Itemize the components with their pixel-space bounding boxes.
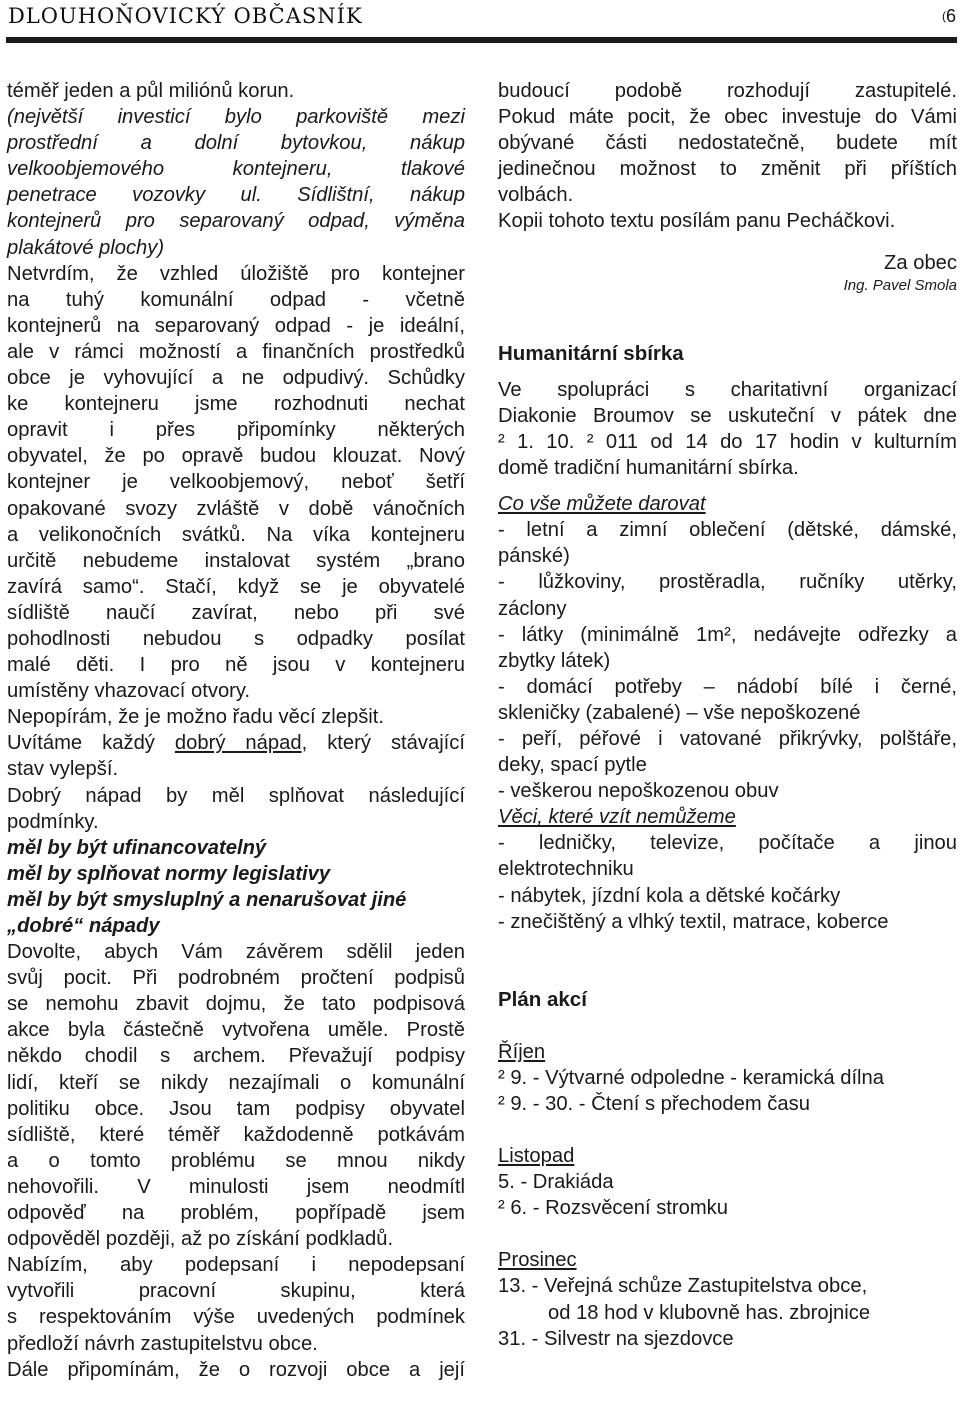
text-line: nehovořili. V minulosti jsem neodmítl [7,1175,465,1198]
page-header [6,0,956,38]
november-heading: Listopad [498,1145,575,1168]
event-item: 13. - Veřejná schůze Zastupitelstva obce, [498,1275,868,1298]
text-line: penetrace vozovky ul. Sídlištní, nákup [7,184,465,207]
text-span: Uvítáme každý [7,732,175,755]
text-line: lidí, kteří se nikdy nezajímali o komunální [7,1071,465,1094]
text-line: předloží návrh zastupitelstvu obce. [7,1332,318,1355]
december-heading: Prosinec [498,1249,577,1272]
text-line: malé děti. I pro ně jsou v kontejneru [7,654,465,677]
text-line: pohodlnosti nebudou s odpadky posílat [7,627,465,650]
right-column [498,78,957,1352]
text-line: a o tomto problému se mnou nikdy [7,1149,465,1172]
plan-heading: Plán akcí [498,987,587,1011]
signature-line: Za obec [884,251,957,274]
nontake-item: - znečištěný a vlhký textil, matrace, koberce [498,910,889,933]
condition-item: měl by splňovat normy legislativy [7,862,331,885]
text-line: Netvrdím, že vzhled úložiště pro kontejner [7,262,465,285]
event-item: 31. - Silvestr na sjezdovce [498,1327,734,1350]
nontake-heading: Věci, které vzít nemůžeme [498,806,736,829]
text-line: někdo chodil s archem. Převažují podpisy [7,1045,465,1068]
page-number-paren: ( [941,9,946,23]
text-line: téměř jeden a půl miliónů korun. [7,80,295,102]
text-line: volbách. [498,184,574,207]
donate-item: - domácí potřeby – nádobí bílé i černé, [498,675,957,698]
text-line: kontejnerů na separovaný odpad - je ideální, [7,314,465,337]
event-item: od 18 hod v klubovně has. zbrojnice [548,1301,871,1324]
text-line: ² 1. 10. ² 011 od 14 do 17 hodin v kulturním [498,430,957,453]
nontake-item: - nábytek, jízdní kola a dětské kočárky [498,884,841,907]
text-line: opravit i přes připomínky některých [7,419,465,442]
text-line: Diakonie Broumov se uskuteční v pátek dne [498,404,957,427]
donate-item: deky, spací pytle [498,754,647,777]
donate-item: záclony [498,597,567,620]
october-heading: Říjen [498,1040,546,1063]
header-rule [6,37,957,43]
donate-item: zbytky látek) [498,649,611,672]
donate-item: pánské) [498,545,570,568]
text-line: Dobrý nápad by měl splňovat následující [7,784,465,807]
text-line: odpověděl později, až po získání podkladů. [7,1228,394,1251]
donate-item: skleničky (zabalené) – vše nepoškozené [498,701,861,724]
text-line: Dovolte, abych Vám závěrem sdělil jeden [7,941,465,964]
condition-item: „dobré“ nápady [7,915,160,937]
text-line: prostřední a dolní bytovkou, nákup [7,132,465,155]
signature-name: Ing. Pavel Smola [843,276,957,294]
text-line: Dále připomínám, že o rozvoji obce a její [7,1358,465,1381]
donate-item: - peří, péřové i vatované přikrývky, polštáře, [498,727,957,750]
text-line [7,730,465,756]
nontake-item: - ledničky, televize, počítače a jinou [498,832,957,855]
text-line: politiku obce. Jsou tam podpisy obyvatel [7,1097,465,1120]
text-line: vytvořili pracovní skupinu, která [7,1280,465,1303]
donate-item: - letní a zimní oblečení (dětské, dámské, [498,519,957,542]
text-line: sídliště, které téměř každodenně potkávám [7,1123,465,1146]
text-line: a velikonočních svátků. Na víka kontejneru [7,523,465,546]
text-line: Nepopírám, že je možno řadu věcí zlepšit. [7,706,385,729]
donate-item: - lůžkoviny, prostěradla, ručníky utěrky, [498,571,957,594]
event-item: ² 9. - 30. - Čtení s přechodem času [498,1093,810,1115]
page-number [942,6,956,27]
text-line: plakátové plochy) [7,236,165,259]
text-line: opakované svozy zvláště v době vánočních [7,497,465,520]
text-line: Ve spolupráci s charitativní organizací [498,378,957,401]
event-item: ² 6. - Rozsvěcení stromku [498,1197,728,1220]
text-line: velkoobjemového kontejneru, tlakové [7,158,465,181]
text-line: zavírá samo“. Stačí, když se je obyvatelé [7,575,465,598]
text-line: obce je vyhovující a ne odpudivý. Schůdky [7,367,465,390]
text-line: obývané části nedostatečně, budete mít [498,132,957,155]
text-line: ke kontejneru jsme rozhodnuti nechat [7,393,465,416]
text-line: obyvatel, že po opravě budou klouzat. Nový [7,445,465,468]
charity-heading: Humanitární sbírka [498,341,684,365]
text-line: domě tradiční humanitární sbírka. [498,457,799,480]
good-idea-underlined: dobrý nápad [174,732,302,755]
text-line: stav vylepší. [7,758,119,781]
text-line: určitě nebudeme instalovat systém „brano [7,549,465,572]
text-line: na tuhý komunální odpad - včetně [7,288,465,311]
donate-heading: Co vše můžete darovat [498,493,706,516]
text-line: kontejner je velkoobjemový, neboť šetří [7,471,465,494]
text-line: umístěny vhazovací otvory. [7,680,251,703]
text-line: kontejnerů pro separovaný odpad, výměna [7,210,465,233]
text-line: s respektováním výše uvedených podmínek [7,1306,465,1329]
text-line: se nemohu zbavit dojmu, že tato podpisová [7,993,465,1016]
event-item: ² 9. - Výtvarné odpoledne - keramická dílna [498,1066,884,1089]
donate-item: - veškerou nepoškozenou obuv [498,780,779,803]
condition-item: měl by být smysluplný a nenarušovat jiné [7,888,407,911]
condition-item: měl by být ufinancovatelný [7,836,267,859]
donate-item: - látky (minimálně 1m², nedávejte odřezky a [498,623,957,646]
text-line: budoucí podobě rozhodují zastupitelé. [498,80,957,102]
masthead-title: DLOUHOŇOVICKÝ OBČASNÍK [8,4,363,28]
text-line: odpověď na problém, popřípadě jsem [7,1202,465,1225]
text-line: Nabízím, aby podepsaní i nepodepsaní [7,1254,465,1277]
text-line: Pokud máte pocit, že obec investuje do Vámi [498,106,957,129]
text-line: Kopii tohoto textu posílám panu Pecháčkovi. [498,210,896,233]
text-line: podmínky. [7,810,99,833]
text-line: (největší investicí bylo parkoviště mezi [7,106,465,129]
text-span: , který stávající [301,732,465,755]
text-line: akce byla částečně vytvořena uměle. Prostě [7,1019,465,1042]
nontake-item: elektrotechniku [498,858,634,881]
text-line: sídliště naučí zavírat, nebo při své [7,601,465,624]
text-line: ale v rámci možností a finančních prostředků [7,340,465,363]
page-number-value: 6 [945,6,956,26]
event-item: 5. - Drakiáda [498,1171,614,1194]
text-line: jedinečnou možnost to změnit při příštích [498,158,957,181]
text-line: svůj pocit. Při podrobném pročtení podpisů [7,967,465,990]
left-column [7,78,465,1383]
